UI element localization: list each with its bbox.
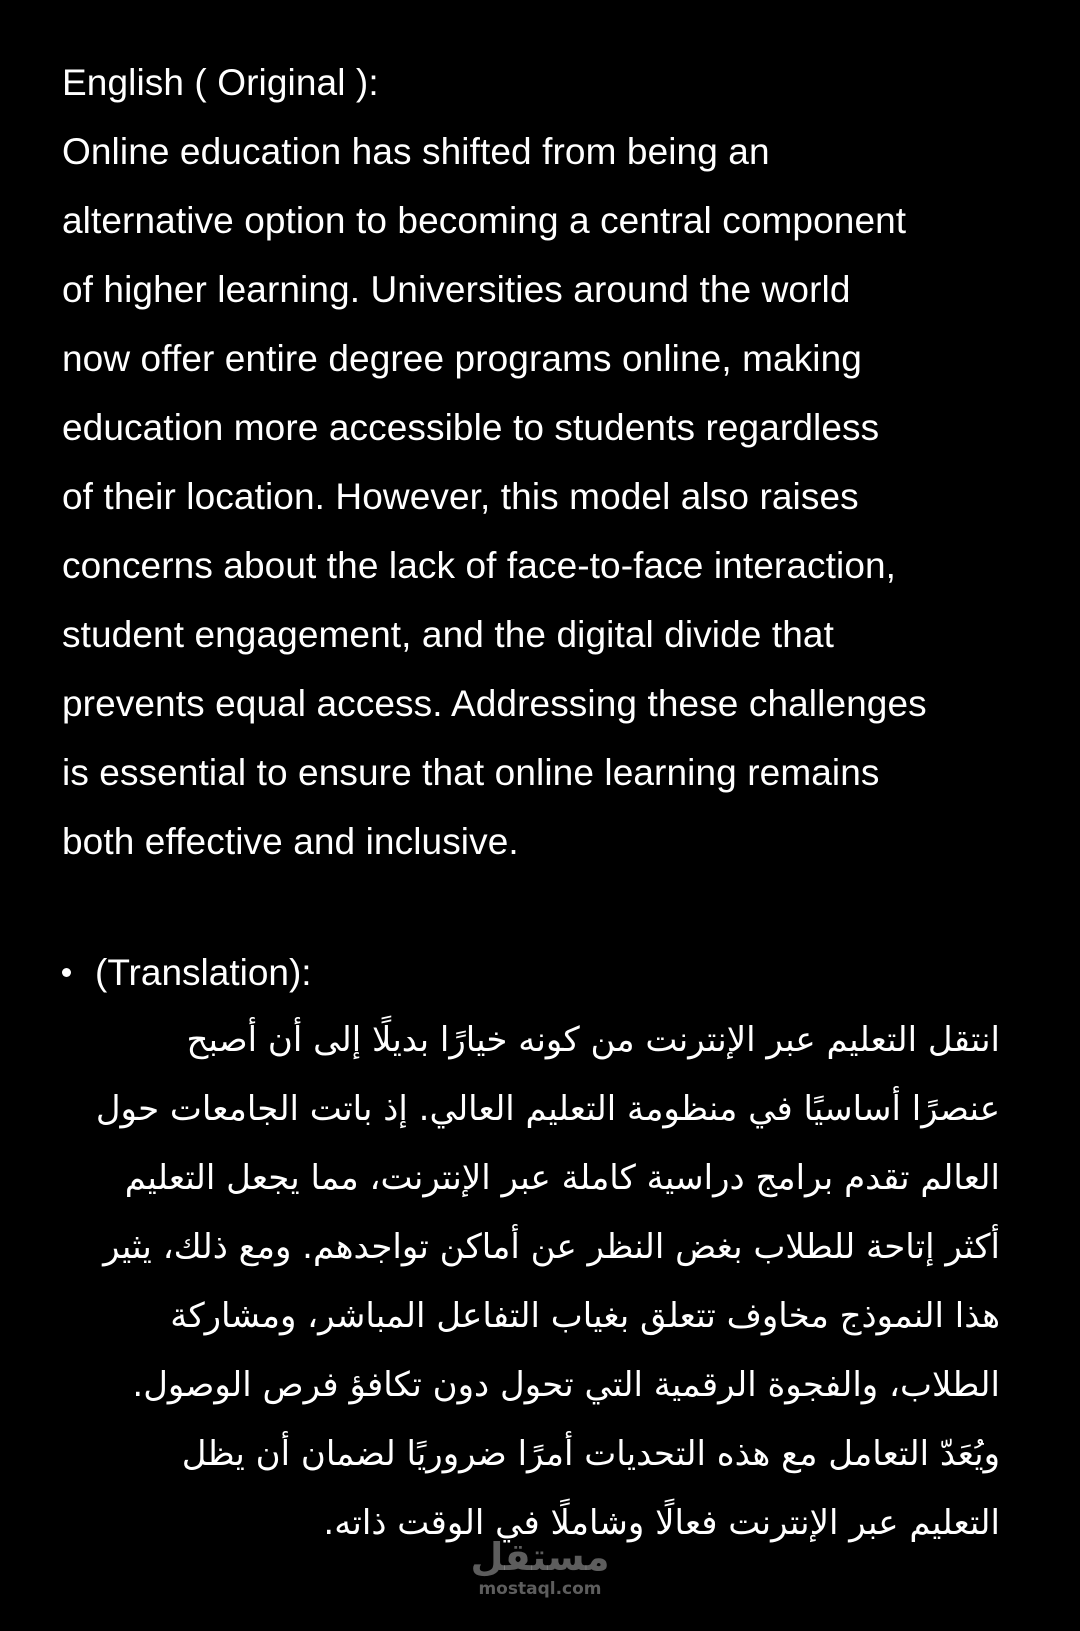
translation-line: هذا النموذج مخاوف تتعلق بغياب التفاعل المباشر، ومشاركة [170,1296,1000,1336]
translation-line: أكثر إتاحة للطلاب بغض النظر عن أماكن تواجدهم. ومع ذلك، يثير [103,1227,1000,1267]
translation-line: ويُعَدّ التعامل مع هذه التحديات أمرًا ضروريًا لضمان أن يظل [181,1434,1000,1474]
bullet-icon [62,968,71,977]
translation-section [60,1006,1000,1558]
original-line: concerns about the lack of face-to-face interaction, [62,545,897,586]
translation-line: انتقل التعليم عبر الإنترنت من كونه خيارًا بديلًا إلى أن أصبح [186,1020,1000,1060]
original-line: of higher learning. Universities around the world [62,269,851,310]
original-line: now offer entire degree programs online, making [62,338,862,379]
original-section [62,48,1022,876]
original-line: education more accessible to students regardless [62,407,880,448]
watermark-logo: مستقل [470,1535,610,1579]
original-line: is essential to ensure that online learning remains [62,752,880,793]
watermark [470,1535,610,1599]
translation-heading: (Translation): [95,952,312,993]
translation-line: العالم تقدم برامج دراسية كاملة عبر الإنترنت، مما يجعل التعليم [124,1158,1000,1198]
translation-line: التعليم عبر الإنترنت فعالًا وشاملًا في الوقت ذاته. [323,1503,1000,1543]
watermark-domain: mostaql.com [478,1579,602,1599]
original-line: Online education has shifted from being an [62,131,770,172]
original-line: prevents equal access. Addressing these challenges [62,683,927,724]
original-line: of their location. However, this model also raises [62,476,859,517]
translation-line: عنصرًا أساسيًا في منظومة التعليم العالي. إذ باتت الجامعات حول [95,1089,1000,1129]
translation-heading-row [60,938,312,1007]
original-line: both effective and inclusive. [62,821,519,862]
translation-line: الطلاب، والفجوة الرقمية التي تحول دون تكافؤ فرص الوصول. [132,1365,1000,1405]
original-line: student engagement, and the digital divide that [62,614,834,655]
original-line: alternative option to becoming a central component [62,200,907,241]
original-heading: English ( Original ): [62,62,379,103]
